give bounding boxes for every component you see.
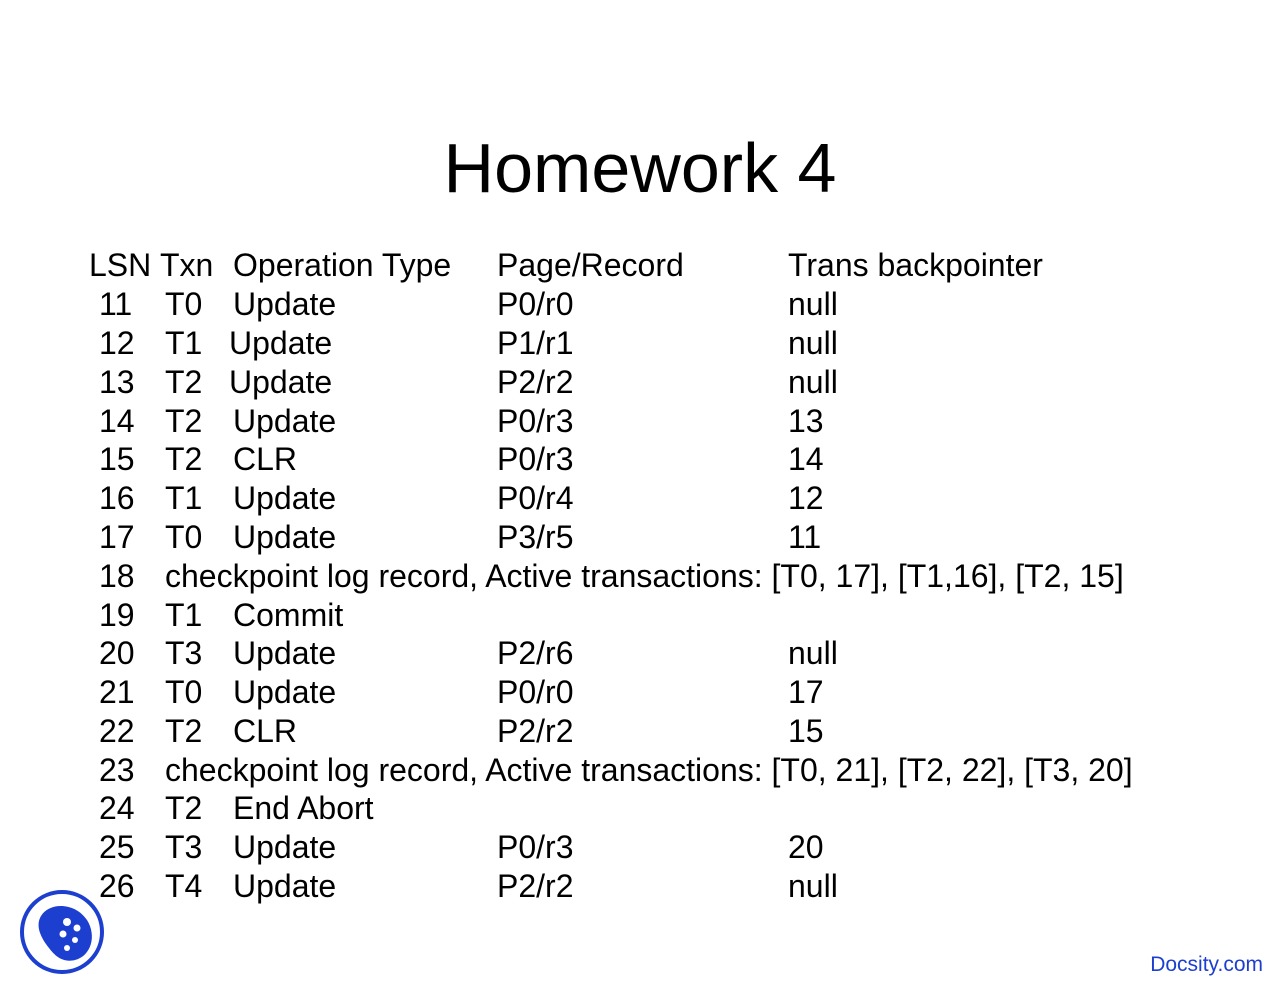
row-backpointer: null — [788, 635, 838, 671]
row-page: P3/r5 — [497, 519, 574, 555]
row-page: P0/r0 — [497, 286, 574, 322]
row-txn: T0 — [165, 519, 203, 555]
row-operation: Update — [233, 829, 337, 865]
header-backpointer: Trans backpointer — [788, 247, 1043, 283]
row-txn: T1 — [165, 325, 203, 361]
row-lsn: 18 — [99, 558, 135, 594]
header-lsn: LSN — [89, 247, 152, 283]
row-backpointer: null — [788, 364, 838, 400]
row-lsn: 11 — [99, 286, 133, 322]
row-page: P1/r1 — [497, 325, 574, 361]
docsity-brand-link[interactable]: Docsity.com — [1150, 953, 1263, 976]
row-lsn: 16 — [99, 480, 135, 516]
header-txn: Txn — [160, 247, 214, 283]
row-operation: Update — [233, 286, 337, 322]
row-backpointer: 15 — [788, 713, 824, 749]
row-txn: T3 — [165, 635, 203, 671]
row-backpointer: 14 — [788, 441, 824, 477]
row-operation: End Abort — [233, 790, 374, 826]
row-txn: T2 — [165, 403, 203, 439]
row-operation: Update — [229, 325, 333, 361]
row-page: P2/r2 — [497, 713, 574, 749]
row-operation: Update — [233, 635, 337, 671]
row-backpointer: 17 — [788, 674, 824, 710]
row-backpointer: null — [788, 868, 838, 904]
row-page: P0/r3 — [497, 441, 574, 477]
checkpoint-text: checkpoint log record, Active transactions: [T0, 17], [T1,16], [T2, 15] — [165, 558, 1124, 594]
row-page: P2/r6 — [497, 635, 574, 671]
row-lsn: 12 — [99, 325, 135, 361]
row-page: P0/r0 — [497, 674, 574, 710]
row-txn: T2 — [165, 713, 203, 749]
checkpoint-text: checkpoint log record, Active transactions: [T0, 21], [T2, 22], [T3, 20] — [165, 752, 1133, 788]
row-txn: T0 — [165, 674, 203, 710]
row-operation: Commit — [233, 597, 344, 633]
row-backpointer: null — [788, 286, 838, 322]
row-lsn: 19 — [99, 597, 135, 633]
row-txn: T2 — [165, 790, 203, 826]
row-lsn: 20 — [99, 635, 135, 671]
row-lsn: 25 — [99, 829, 135, 865]
row-txn: T2 — [165, 441, 203, 477]
row-operation: Update — [229, 364, 333, 400]
header-page: Page/Record — [497, 247, 684, 283]
row-lsn: 24 — [99, 790, 135, 826]
row-txn: T4 — [165, 868, 203, 904]
row-page: P2/r2 — [497, 868, 574, 904]
header-operation: Operation Type — [233, 247, 452, 283]
row-txn: T1 — [165, 597, 203, 633]
row-page: P0/r4 — [497, 480, 574, 516]
row-lsn: 17 — [99, 519, 135, 555]
row-backpointer: 11 — [788, 519, 822, 555]
row-backpointer: 13 — [788, 403, 824, 439]
row-txn: T3 — [165, 829, 203, 865]
row-operation: CLR — [233, 713, 298, 749]
row-lsn: 26 — [99, 868, 135, 904]
row-page: P2/r2 — [497, 364, 574, 400]
row-operation: Update — [233, 674, 337, 710]
row-lsn: 15 — [99, 441, 135, 477]
docsity-logo-icon — [19, 890, 105, 974]
row-lsn: 21 — [99, 674, 135, 710]
row-operation: CLR — [233, 441, 298, 477]
row-operation: Update — [233, 403, 337, 439]
page-title: Homework 4 — [443, 129, 837, 207]
row-lsn: 13 — [99, 364, 135, 400]
row-backpointer: null — [788, 325, 838, 361]
row-operation: Update — [233, 480, 337, 516]
row-page: P0/r3 — [497, 829, 574, 865]
row-page: P0/r3 — [497, 403, 574, 439]
row-backpointer: 20 — [788, 829, 824, 865]
row-txn: T2 — [165, 364, 203, 400]
row-txn: T0 — [165, 286, 203, 322]
row-lsn: 14 — [99, 403, 135, 439]
row-lsn: 22 — [99, 713, 135, 749]
row-backpointer: 12 — [788, 480, 824, 516]
row-lsn: 23 — [99, 752, 135, 788]
row-operation: Update — [233, 868, 337, 904]
row-operation: Update — [233, 519, 337, 555]
row-txn: T1 — [165, 480, 203, 516]
